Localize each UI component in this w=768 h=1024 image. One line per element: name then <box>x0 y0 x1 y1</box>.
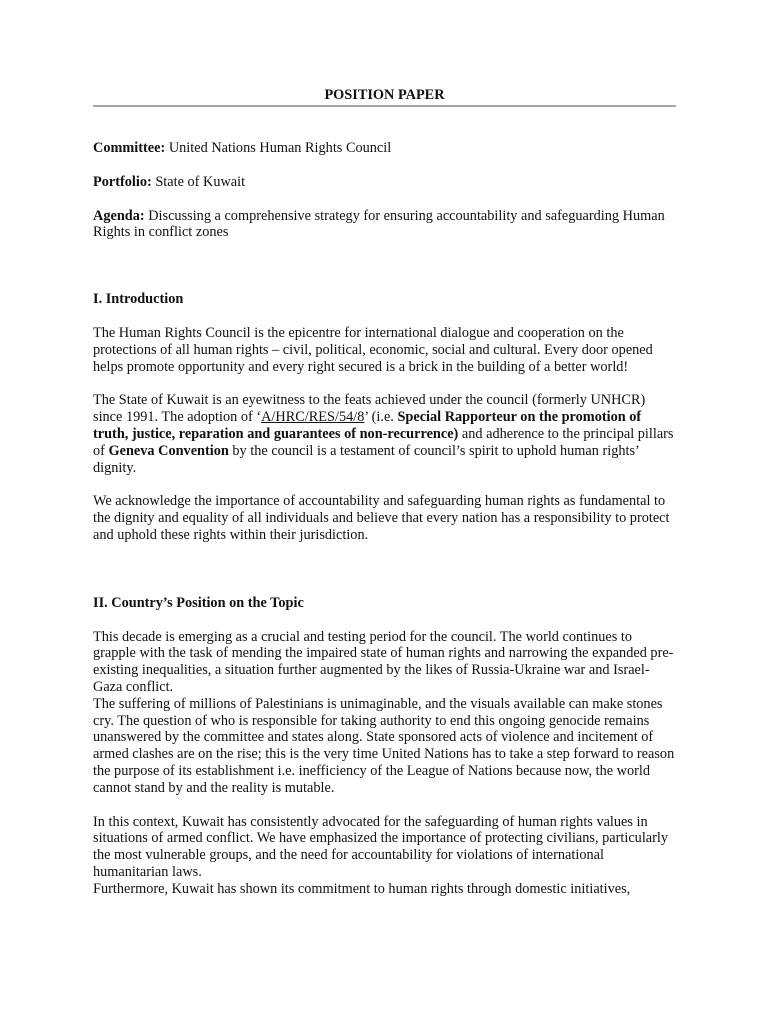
portfolio-label: Portfolio: <box>93 173 152 190</box>
position-paragraph-1: This decade is emerging as a crucial and testing period for the council. The world continues to grapple with the task of mending the impaired state of human rights and narrowing the expanded pre-existing inequalities, a situation further augmented by the likes of Russia-Ukraine war and Israel- Gaza conflict. <box>93 628 674 695</box>
position-paragraph-3: In this context, Kuwait has consistently advocated for the safeguarding of human rights values in situations of armed conflict. We have emphasized the importance of protecting civilians, particularly the most vulnerable groups, and the need for accountability for violations of international humanitarian laws. <box>93 813 669 880</box>
title-divider <box>93 105 676 107</box>
position-paragraph-2: The suffering of millions of Palestinians is unimaginable, and the visuals available can make stones cry. The question of who is responsible for taking authority to end this ongoing genocide remains unanswered by the committee and states along. State sponsored acts of violence and incitement of armed clashes are on the rise; this is the very time United Nations has to take a step forward to reason the purpose of its establishment i.e. inefficiency of the League of Nations because now, the world cannot stand by and the reality is mutable. <box>93 695 675 796</box>
portfolio-value: State of Kuwait <box>155 173 246 190</box>
intro-p2-bold-geneva: Geneva Convention <box>108 442 229 459</box>
intro-p2-text-d: by the council is a testament of council’s spirit to uphold human rights’ dignity. <box>93 442 639 476</box>
agenda-label: Agenda: <box>93 207 145 224</box>
intro-p2-text-c: and adherence to the principal pillars of <box>93 425 674 459</box>
intro-p2-text-a: The State of Kuwait is an eyewitness to the feats achieved under the council (formerly UNHCR) since 1991. The adoption of ‘ <box>93 392 646 426</box>
document-page <box>93 86 676 898</box>
intro-paragraph-3: We acknowledge the importance of accountability and safeguarding human rights as fundamental to the dignity and equality of all individuals and believe that every nation has a responsibility to protect and uphold these rights within their jurisdiction. <box>93 493 670 543</box>
resolution-link[interactable]: A/HRC/RES/54/8 <box>261 409 365 426</box>
portfolio-line <box>93 174 676 191</box>
agenda-value: Discussing a comprehensive strategy for ensuring accountability and safeguarding Human Rights in conflict zones <box>93 207 665 241</box>
position-paragraph-4: Furthermore, Kuwait has shown its commitment to human rights through domestic initiatives, <box>93 880 631 897</box>
page-title: POSITION PAPER <box>324 87 445 103</box>
intro-p2-text-b: ’ (i.e. <box>364 409 398 426</box>
agenda-line <box>93 208 676 242</box>
committee-label: Committee: <box>93 140 166 156</box>
section-heading-introduction: I. Introduction <box>93 291 184 308</box>
intro-paragraph-1: The Human Rights Council is the epicentre for international dialogue and cooperation on the protections of all human rights – civil, political, economic, social and cultural. Every door opened helps promote opportunity and every right secured is a brick in the building of a better world! <box>93 324 653 375</box>
section-heading-country-position: II. Country’s Position on the Topic <box>93 594 304 611</box>
committee-line <box>93 140 676 157</box>
committee-value: United Nations Human Rights Council <box>168 140 392 156</box>
intro-paragraph-2 <box>93 392 676 476</box>
intro-p2-bold-rapporteur: Special Rapporteur on the promotion of truth, justice, reparation and guarantees of non-recurrence) <box>93 409 642 442</box>
